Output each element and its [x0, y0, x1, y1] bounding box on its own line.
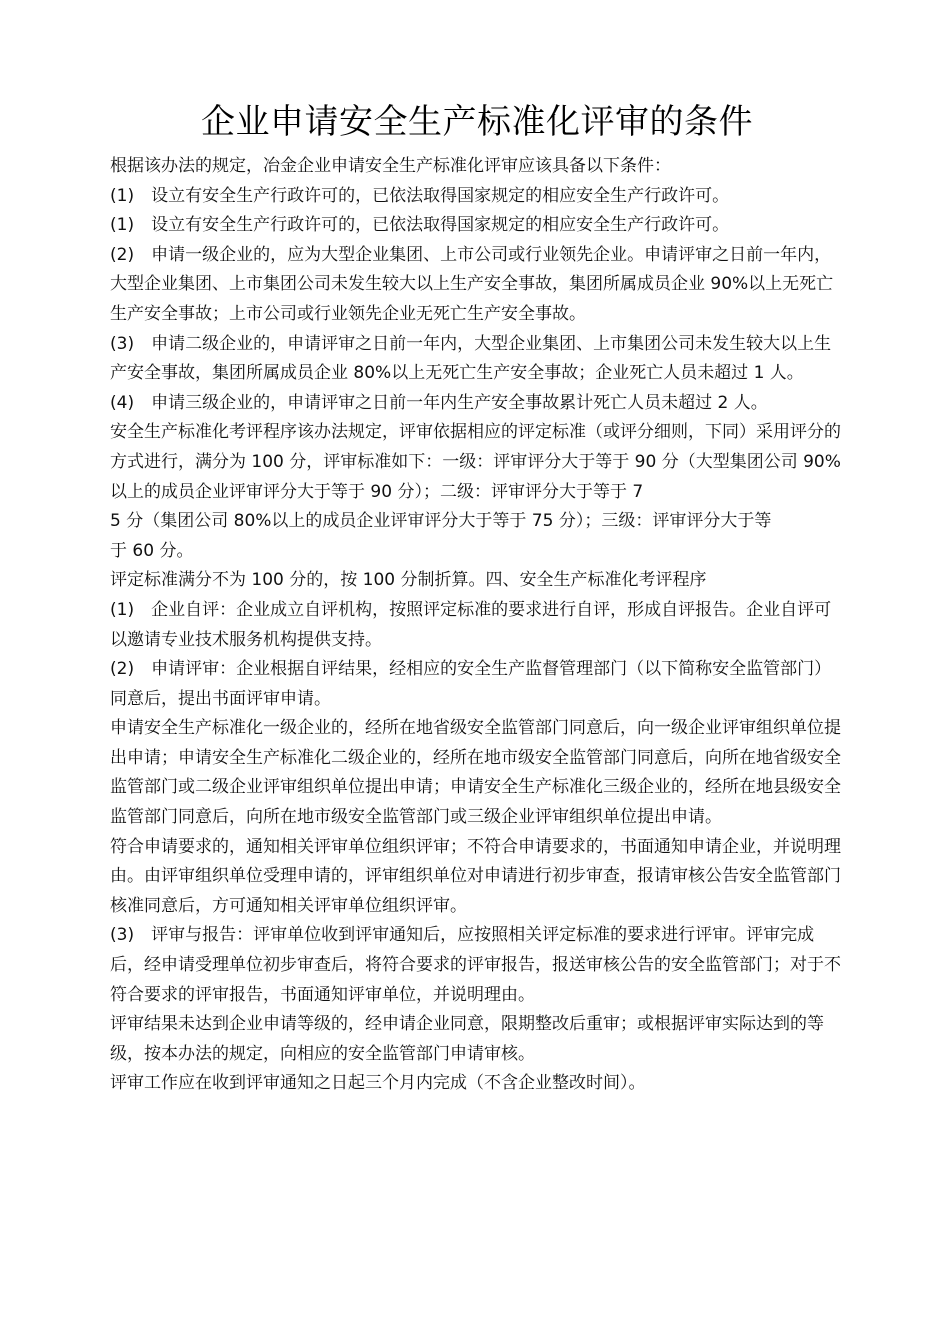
paragraph-intro: 根据该办法的规定，冶金企业申请安全生产标准化评审应该具备以下条件：: [110, 156, 671, 176]
paragraph-scoring: 安全生产标准化考评程序该办法规定，评审依据相应的评定标准（或评分细则，下同）采用评分的方式进行，满分为 100 分，评审标准如下：一级：评审评分大于等于 90 分（大型集团公司 90%以上的成员企业评审评分大于等于 90 分）；二级：评审评分大于等于 7 5 分（集团公司 80%以上的成员企业评审评分大于等于 75 分）；三级：评审评分大于等 于 60 分。: [110, 422, 841, 561]
paragraph-rectification: 评审结果未达到企业申请等级的，经申请企业同意，限期整改后重审；或根据评审实际达到的等级，按本办法的规定，向相应的安全监管部门申请审核。: [110, 1014, 824, 1064]
paragraph-condition-4: (4) 申请三级企业的，申请评审之日前一年内生产安全事故累计死亡人员未超过 2 人。: [110, 392, 768, 413]
paragraph-notification: 符合申请要求的，通知相关评审单位组织评审；不符合申请要求的，书面通知申请企业，并说明理由。由评审组织单位受理申请的，评审组织单位对申请进行初步审查，报请审核公告安全监管部门核准同意后，方可通知相关评审单位组织评审。: [110, 836, 841, 916]
paragraph-conversion: 评定标准满分不为 100 分的，按 100 分制折算。四、安全生产标准化考评程序: [110, 570, 707, 591]
document-page: [110, 96, 844, 1099]
paragraph-review-report: (3) 评审与报告：评审单位收到评审通知后，应按照相关评定标准的要求进行评审。评审完成后，经申请受理单位初步审查后，将符合要求的评审报告，报送审核公告的安全监管部门；对于不符合要求的评审报告，书面通知评审单位，并说明理由。: [110, 925, 841, 1005]
paragraph-condition-1-repeat: (1) 设立有安全生产行政许可的，已依法取得国家规定的相应安全生产行政许可。: [110, 215, 730, 236]
document-body: [110, 152, 844, 1099]
paragraph-self-assessment: (1) 企业自评：企业成立自评机构，按照评定标准的要求进行自评，形成自评报告。企业自评可以邀请专业技术服务机构提供支持。: [110, 599, 832, 650]
paragraph-condition-1: (1) 设立有安全生产行政许可的，已依法取得国家规定的相应安全生产行政许可。: [110, 185, 730, 206]
paragraph-deadline: 评审工作应在收到评审通知之日起三个月内完成（不含企业整改时间）。: [110, 1073, 646, 1094]
paragraph-condition-2: (2) 申请一级企业的，应为大型企业集团、上市公司或行业领先企业。申请评审之日前一年内，大型企业集团、上市集团公司未发生较大以上生产安全事故，集团所属成员企业 90%以上无死亡生产安全事故；上市公司或行业领先企业无死亡生产安全事故。: [110, 244, 834, 324]
paragraph-levels: 申请安全生产标准化一级企业的，经所在地省级安全监管部门同意后，向一级企业评审组织单位提出申请；申请安全生产标准化二级企业的，经所在地市级安全监管部门同意后，向所在地省级安全监管部门或二级企业评审组织单位提出申请；申请安全生产标准化三级企业的，经所在地县级安全监管部门同意后，向所在地市级安全监管部门或三级企业评审组织单位提出申请。: [110, 718, 841, 828]
document-title: 企业申请安全生产标准化评审的条件: [201, 102, 753, 142]
paragraph-condition-3: (3) 申请二级企业的，申请评审之日前一年内，大型企业集团、上市集团公司未发生较大以上生产安全事故，集团所属成员企业 80%以上无死亡生产安全事故；企业死亡人员未超过 1 人。: [110, 333, 832, 384]
paragraph-application: (2) 申请评审：企业根据自评结果，经相应的安全生产监督管理部门（以下简称安全监管部门）同意后，提出书面评审申请。: [110, 659, 832, 709]
